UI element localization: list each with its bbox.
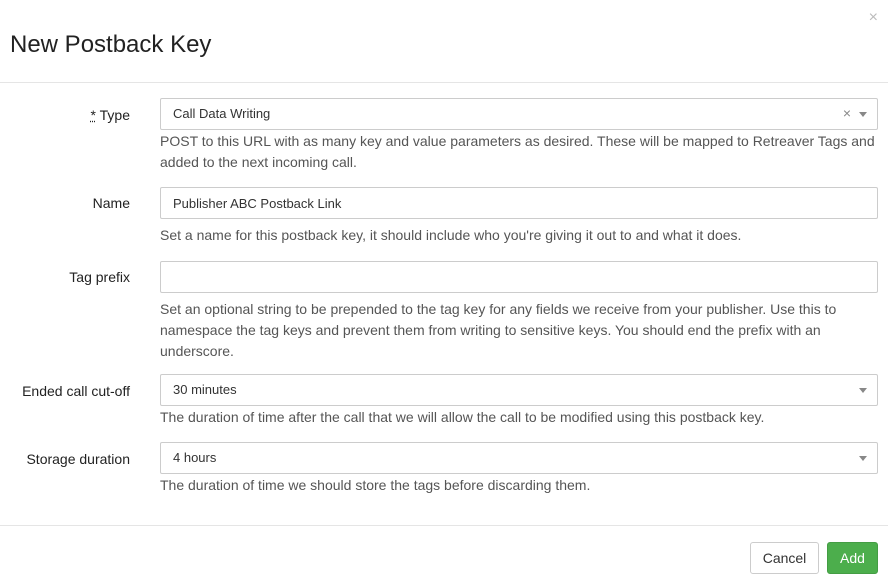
type-select[interactable] (160, 98, 878, 130)
chevron-down-icon[interactable] (859, 112, 867, 117)
storage-duration-label: Storage duration (26, 451, 130, 467)
chevron-down-icon[interactable] (859, 388, 867, 393)
close-icon[interactable]: × (868, 9, 878, 26)
storage-duration-select[interactable] (160, 442, 878, 474)
cancel-button[interactable]: Cancel (750, 542, 819, 574)
tag-prefix-input[interactable] (161, 262, 877, 292)
ended-call-cutoff-label: Ended call cut-off (22, 383, 130, 399)
tag-prefix-help-text: Set an optional string to be prepended to the tag key for any fields we receive from your publisher. Use this to namespace the tag keys and prevent them from writing to sensitive keys. You should end the prefix with an underscore. (160, 301, 837, 359)
storage-duration-value: 4 hours (173, 450, 217, 465)
storage-duration-help-text: The duration of time we should store the tags before discarding them. (160, 477, 591, 493)
name-label: Name (92, 195, 130, 211)
ended-call-cutoff-help-text: The duration of time after the call that we will allow the call to be modified using this postback key. (160, 409, 765, 425)
tag-prefix-field-wrapper (160, 261, 878, 293)
name-help-text: Set a name for this postback key, it should include who you're giving it out to and what it does. (160, 227, 742, 243)
dialog-footer (0, 525, 888, 588)
clear-icon[interactable]: × (842, 105, 851, 121)
type-help-text: POST to this URL with as many key and value parameters as desired. These will be mapped to Retreaver Tags and added to the next incoming call. (160, 133, 875, 170)
tag-prefix-label: Tag prefix (69, 269, 130, 285)
type-select-value: Call Data Writing (173, 106, 271, 121)
required-marker: * (90, 107, 96, 123)
dialog-header (0, 0, 888, 83)
chevron-down-icon[interactable] (859, 456, 867, 461)
name-field-wrapper (160, 187, 878, 219)
type-label (91, 107, 130, 123)
dialog-title: New Postback Key (10, 31, 212, 58)
name-input[interactable] (161, 188, 877, 218)
type-label-text: Type (96, 107, 130, 123)
add-button[interactable]: Add (827, 542, 878, 574)
ended-call-cutoff-value: 30 minutes (173, 382, 237, 397)
ended-call-cutoff-select[interactable] (160, 374, 878, 406)
